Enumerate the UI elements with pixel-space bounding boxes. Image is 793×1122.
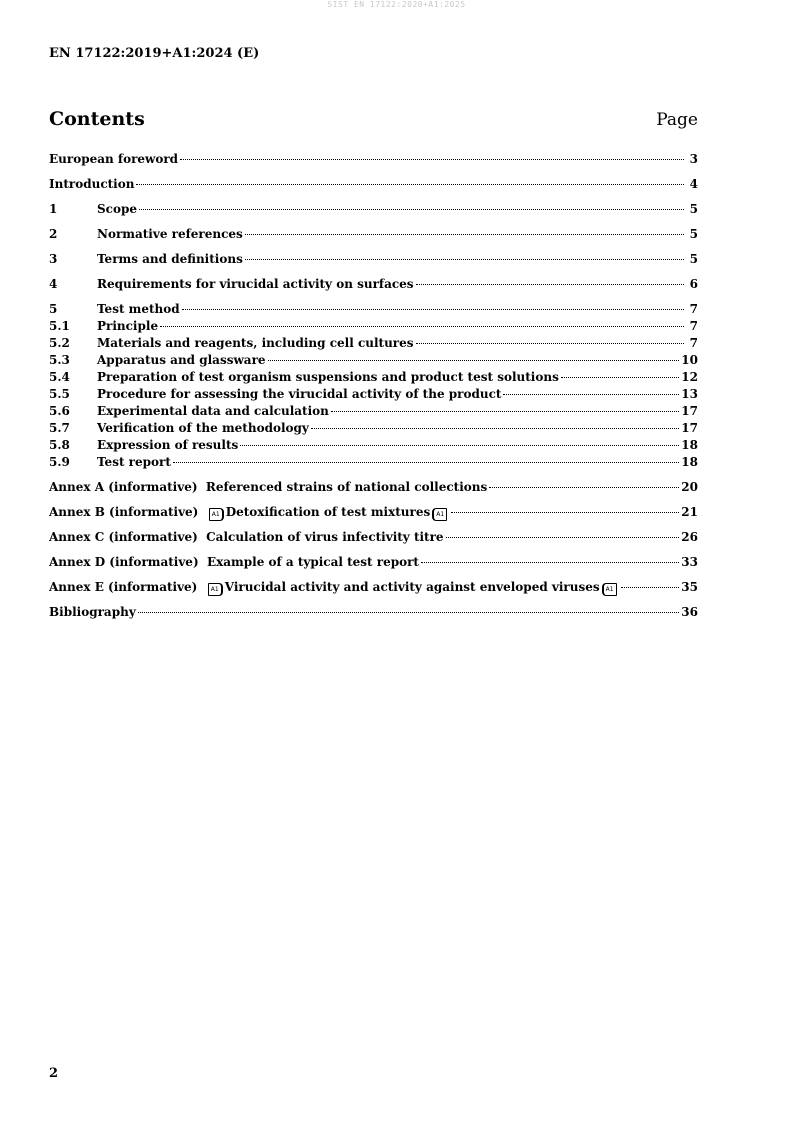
toc-page: 6	[689, 277, 698, 291]
dot-leader	[331, 411, 679, 412]
toc-entry-annex-e[interactable]	[49, 579, 698, 596]
toc-number: 5.8	[49, 438, 70, 452]
dot-leader	[180, 159, 684, 160]
toc-entry[interactable]	[49, 369, 698, 386]
dot-leader	[160, 326, 684, 327]
toc-entry-annex-c[interactable]	[49, 529, 698, 546]
page-number: 2	[49, 1066, 59, 1081]
contents-title: Contents	[49, 108, 145, 130]
toc-number: 1	[49, 202, 58, 216]
toc-title: Expression of results	[97, 438, 239, 452]
toc-number: 5.3	[49, 353, 70, 367]
toc-page: 3	[689, 152, 698, 166]
contents-header	[49, 108, 698, 130]
dot-leader	[561, 377, 679, 378]
toc-title: Experimental data and calculation	[97, 404, 329, 418]
dot-leader	[421, 562, 679, 563]
toc-entry[interactable]	[49, 151, 698, 168]
toc-title: European foreword	[49, 152, 179, 166]
toc-entry[interactable]	[49, 318, 698, 335]
toc-title: Example of a typical test report	[206, 555, 419, 569]
dot-leader	[240, 445, 679, 446]
toc-title: Test report	[97, 455, 171, 469]
toc-number: 5.4	[49, 370, 70, 384]
toc-title: Bibliography	[49, 605, 136, 619]
toc-page: 18	[681, 438, 698, 452]
toc-number: 5.7	[49, 421, 70, 435]
dot-leader	[503, 394, 679, 395]
amendment-start-marker: A1	[209, 508, 224, 521]
toc-entry[interactable]	[49, 276, 698, 293]
toc-entry[interactable]	[49, 201, 698, 218]
dot-leader	[489, 487, 679, 488]
toc-entry[interactable]	[49, 226, 698, 243]
toc-page: 17	[681, 421, 698, 435]
dot-leader	[173, 462, 679, 463]
toc-title: Test method	[97, 302, 180, 316]
dot-leader	[621, 587, 680, 588]
dot-leader	[182, 309, 684, 310]
toc-title: Principle	[97, 319, 159, 333]
toc-title: Introduction	[49, 177, 135, 191]
toc-page: 5	[689, 202, 698, 216]
toc-entry[interactable]	[49, 437, 698, 454]
toc-page: 26	[681, 530, 698, 544]
toc-number: 3	[49, 252, 58, 266]
toc-entry-annex-a[interactable]	[49, 479, 698, 496]
toc-page: 21	[681, 505, 698, 519]
dot-leader	[446, 537, 680, 538]
dot-leader	[451, 512, 679, 513]
toc-number: 5.5	[49, 387, 70, 401]
toc-entry[interactable]	[49, 335, 698, 352]
toc-title: Calculation of virus infectivity titre	[206, 530, 444, 544]
amendment-start-marker: A1	[208, 583, 223, 596]
watermark: SIST EN 17122:2020+A1:2025	[327, 0, 466, 9]
document-id: EN 17122:2019+A1:2024 (E)	[49, 46, 260, 61]
toc-title: Referenced strains of national collections	[205, 480, 488, 494]
toc-title: Normative references	[97, 227, 243, 241]
toc-title: Terms and definitions	[97, 252, 243, 266]
amendment-end-marker: A1	[432, 508, 447, 521]
toc-page: 13	[681, 387, 698, 401]
toc-number: 5.2	[49, 336, 70, 350]
toc-number: 5.1	[49, 319, 70, 333]
toc-title: Apparatus and glassware	[97, 353, 266, 367]
dot-leader	[245, 259, 684, 260]
toc-entry[interactable]	[49, 403, 698, 420]
toc-title: Scope	[97, 202, 138, 216]
toc-page: 7	[689, 319, 698, 333]
toc-title: Virucidal activity and activity against enveloped viruses	[224, 580, 600, 594]
toc-page: 17	[681, 404, 698, 418]
toc-page: 5	[689, 227, 698, 241]
toc-page: 5	[689, 252, 698, 266]
toc-page: 7	[689, 302, 698, 316]
toc-number: 5.6	[49, 404, 70, 418]
annex-prefix: Annex B (informative)	[49, 505, 199, 519]
toc-number: 5.9	[49, 455, 70, 469]
toc-title: Verification of the methodology	[97, 421, 309, 435]
dot-leader	[311, 428, 679, 429]
toc-entry[interactable]	[49, 352, 698, 369]
dot-leader	[268, 360, 680, 361]
toc-entry[interactable]	[49, 604, 698, 621]
toc-entry-annex-b[interactable]	[49, 504, 698, 521]
toc-title: Requirements for virucidal activity on surfaces	[97, 277, 414, 291]
dot-leader	[139, 209, 684, 210]
toc-entry[interactable]	[49, 176, 698, 193]
dot-leader	[245, 234, 684, 235]
toc-entry[interactable]	[49, 386, 698, 403]
toc-page: 35	[681, 580, 698, 594]
toc-title: Detoxification of test mixtures	[225, 505, 431, 519]
page-column-label: Page	[656, 110, 698, 130]
toc-number: 4	[49, 277, 58, 291]
toc-entry[interactable]	[49, 454, 698, 471]
dot-leader	[416, 343, 684, 344]
table-of-contents	[49, 151, 698, 621]
toc-entry[interactable]	[49, 251, 698, 268]
toc-page: 10	[681, 353, 698, 367]
toc-number: 5	[49, 302, 58, 316]
toc-entry[interactable]	[49, 420, 698, 437]
annex-prefix: Annex D (informative)	[49, 555, 199, 569]
toc-title: Preparation of test organism suspensions and product test solutions	[97, 370, 559, 384]
toc-page: 7	[689, 336, 698, 350]
annex-prefix: Annex E (informative)	[49, 580, 198, 594]
toc-entry-annex-d[interactable]	[49, 554, 698, 571]
toc-number: 2	[49, 227, 58, 241]
annex-prefix: Annex A (informative)	[49, 480, 198, 494]
toc-page: 33	[681, 555, 698, 569]
dot-leader	[416, 284, 684, 285]
toc-page: 36	[681, 605, 698, 619]
toc-page: 4	[689, 177, 698, 191]
toc-page: 20	[681, 480, 698, 494]
dot-leader	[136, 184, 684, 185]
toc-title: Procedure for assessing the virucidal activity of the product	[97, 387, 502, 401]
toc-page: 18	[681, 455, 698, 469]
toc-page: 12	[681, 370, 698, 384]
dot-leader	[138, 612, 680, 613]
annex-prefix: Annex C (informative)	[49, 530, 198, 544]
toc-entry[interactable]	[49, 301, 698, 318]
amendment-end-marker: A1	[602, 583, 617, 596]
toc-title: Materials and reagents, including cell cultures	[97, 336, 414, 350]
